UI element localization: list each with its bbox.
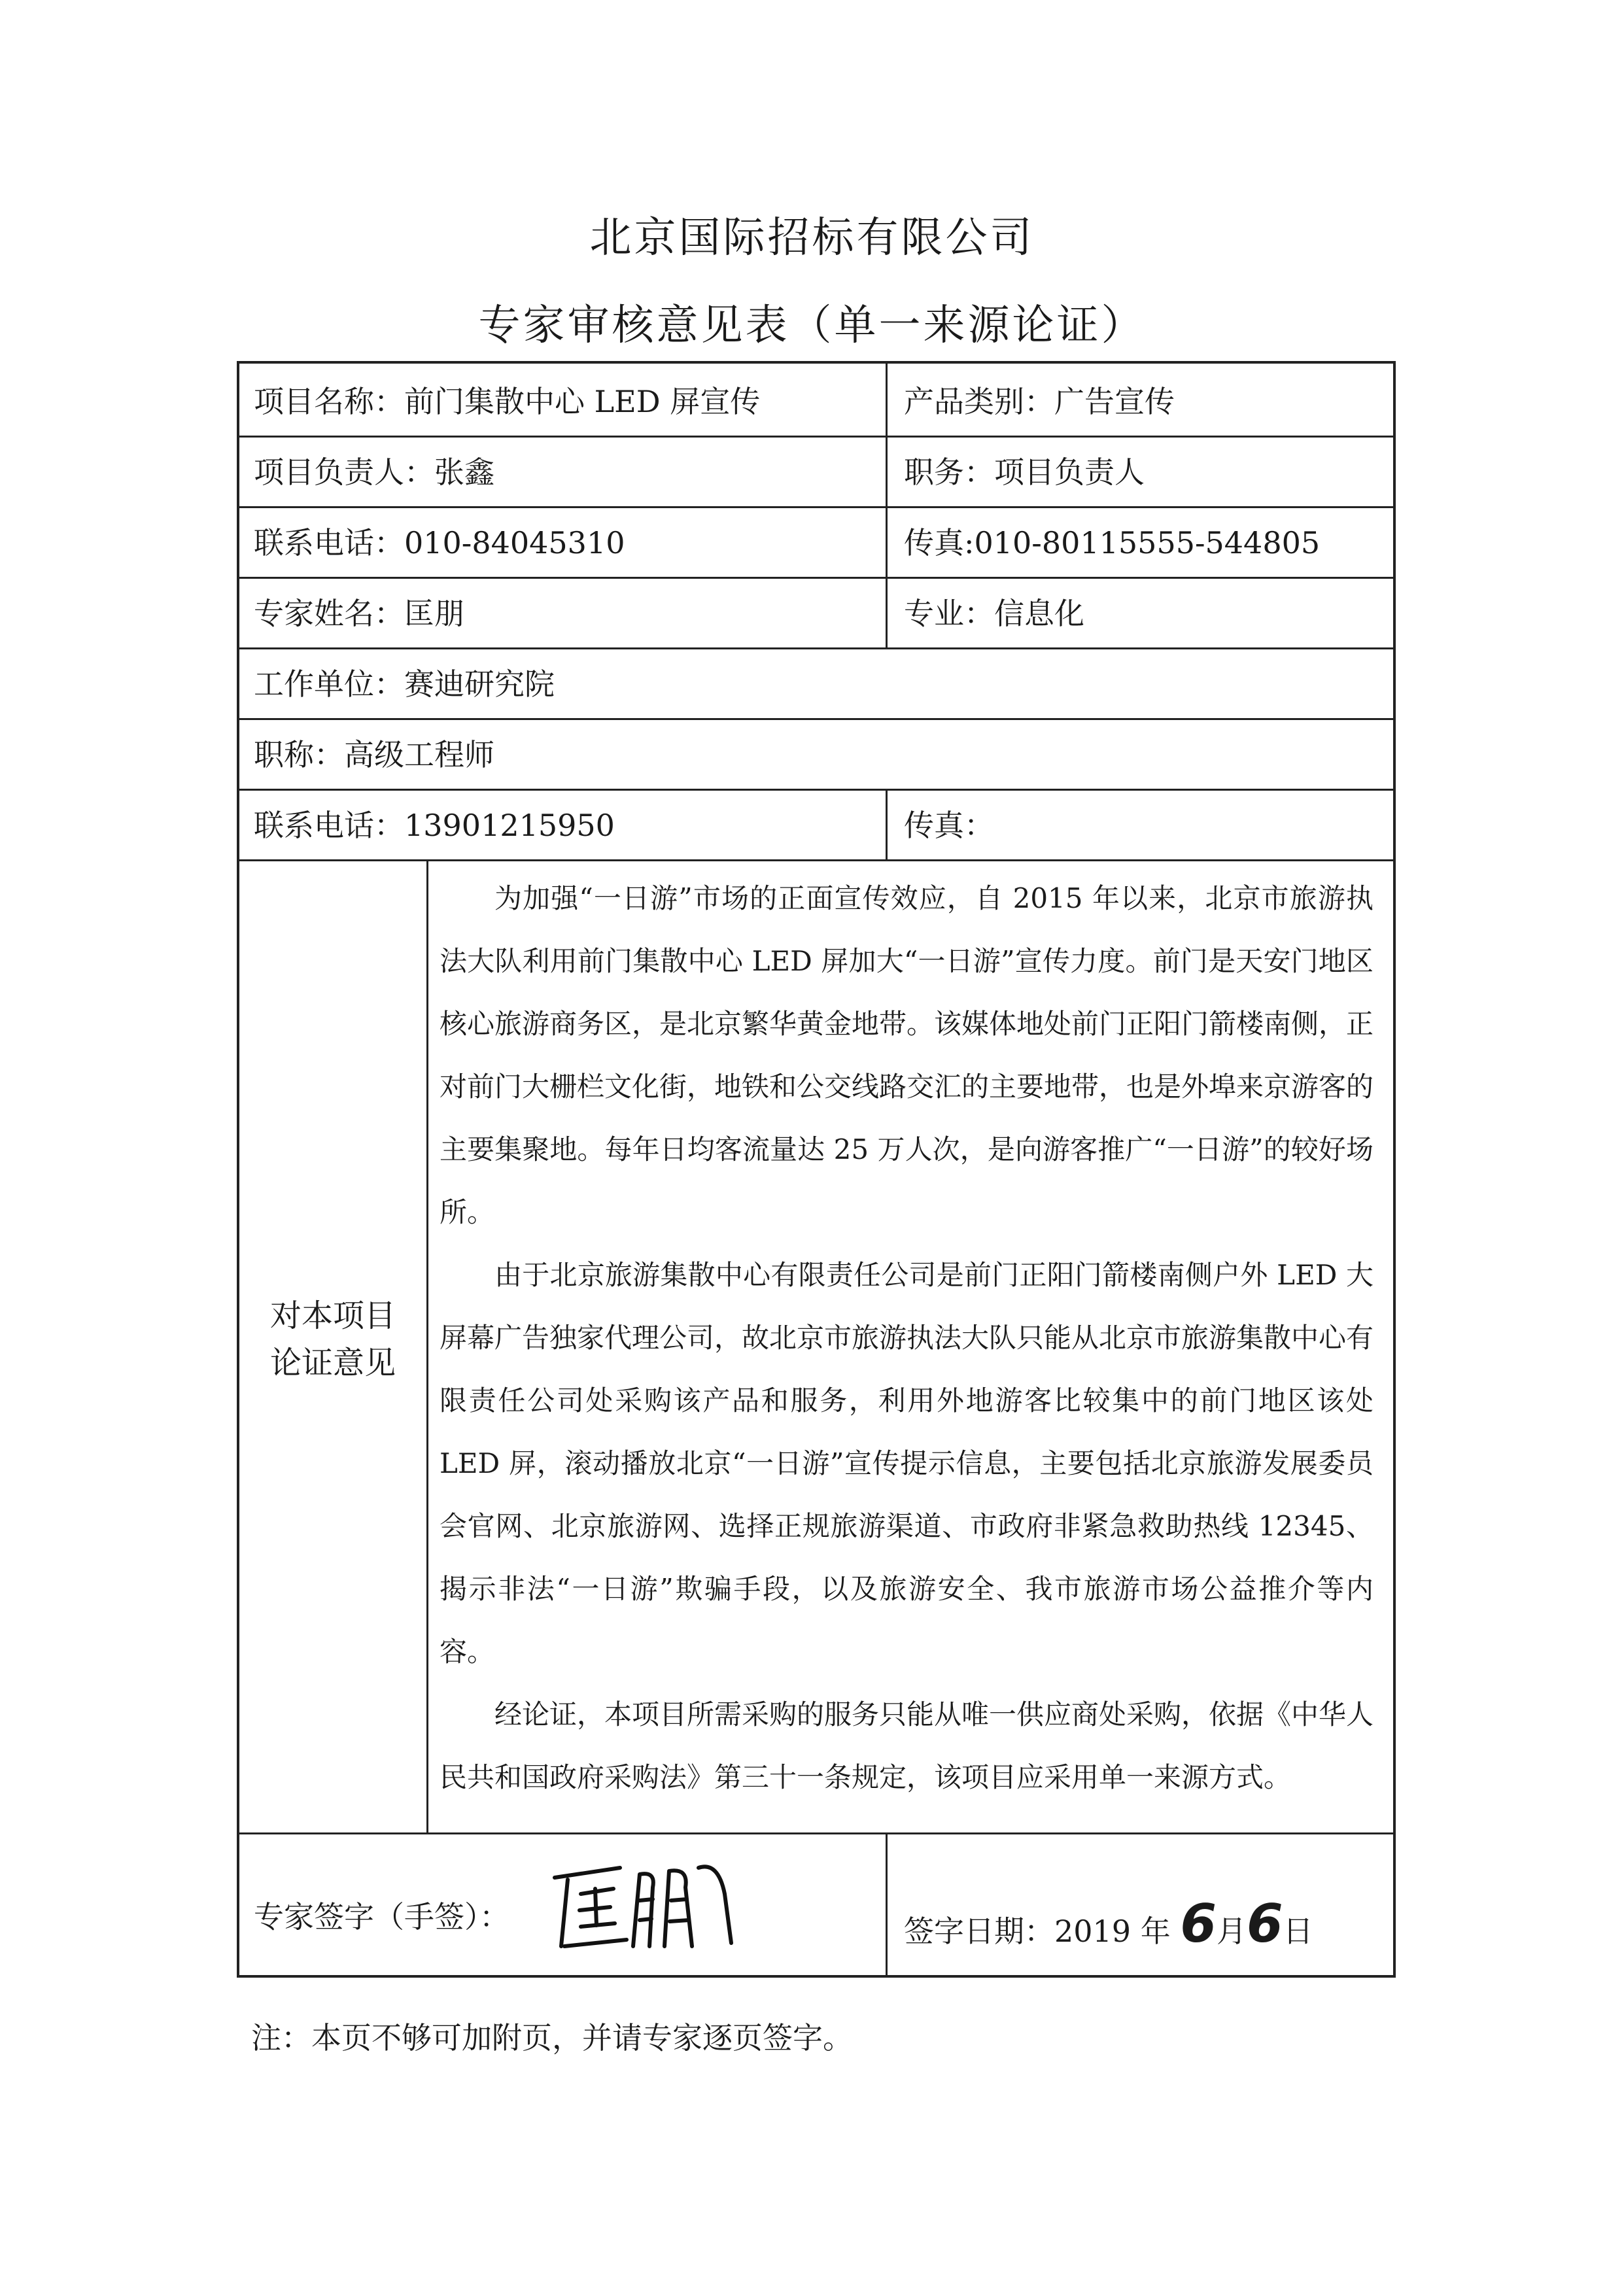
opinion-paragraph: 为加强“一日游”市场的正面宣传效应，自 2015 年以来，北京市旅游执法大队利用前门集散中心 LED 屏加大“一日游”宣传力度。前门是天安门地区核心旅游商务区，是北京繁华黄金地带。该媒体地处前门正阳门箭楼南侧，正对前门大栅栏文化街，地铁和公交线路交汇的主要地带，也是外埠来京游客的主要集聚地。每年日均客流量达 25 万人次，是向游客推广“一日游”的较好场所。 xyxy=(440,882,1374,1228)
expert-fax-field: 传真： xyxy=(904,808,994,843)
sign-date-month: 6 xyxy=(1180,1893,1217,1954)
project-phone-field: 联系电话：010-84045310 xyxy=(254,525,625,560)
position-field: 职务：项目负责人 xyxy=(904,455,1145,490)
opinion-paragraph: 由于北京旅游集散中心有限责任公司是前门正阳门箭楼南侧户外 LED 大屏幕广告独家代理公司，故北京市旅游执法大队只能从北京市旅游集散中心有限责任公司处采购该产品和服务，利用外地游客比较集中的前门地区该处 LED 屏，滚动播放北京“一日游”宣传提示信息，主要包括北京旅游发展委员会官网、北京旅游网、选择正规旅游渠道、市政府非紧急救助热线 12345、揭示非法“一日游”欺骗手段，以及旅游安全、我市旅游市场公益推介等内容。 xyxy=(440,1259,1374,1668)
column-divider xyxy=(886,1832,888,1978)
project-fax-field: 传真:010-80115555-544805 xyxy=(904,525,1321,560)
column-divider xyxy=(886,364,888,647)
handwritten-signature xyxy=(542,1848,738,1953)
column-divider xyxy=(886,789,888,859)
column-divider xyxy=(426,859,428,1832)
opinion-label-line: 对本项目 xyxy=(269,1298,396,1334)
sign-date-day: 6 xyxy=(1247,1893,1283,1954)
opinion-label xyxy=(239,1292,426,1386)
row-divider xyxy=(239,506,1393,508)
product-category-field: 产品类别：广告宣传 xyxy=(904,384,1175,419)
row-divider xyxy=(239,577,1393,579)
sign-date xyxy=(904,1893,1313,1954)
sign-date-month-suffix: 月 xyxy=(1217,1914,1247,1949)
row-divider xyxy=(239,647,1393,649)
row-divider xyxy=(239,1832,1393,1834)
row-divider xyxy=(239,859,1393,861)
sign-date-prefix: 签字日期：2019 年 xyxy=(904,1914,1171,1949)
expert-name-field: 专家姓名：匡朋 xyxy=(254,596,464,631)
project-lead-field: 项目负责人：张鑫 xyxy=(254,455,494,490)
expert-review-form xyxy=(237,361,1396,1978)
opinion-paragraph: 经论证，本项目所需采购的服务只能从唯一供应商处采购，依据《中华人民共和国政府采购法》第三十一条规定，该项目应采用单一来源方式。 xyxy=(440,1698,1374,1793)
row-divider xyxy=(239,718,1393,720)
opinion-label-line: 论证意见 xyxy=(269,1345,396,1381)
job-title-field: 职称：高级工程师 xyxy=(254,737,494,772)
expert-phone-field: 联系电话：13901215950 xyxy=(254,808,615,843)
signature-label: 专家签字（手签）： xyxy=(254,1899,510,1934)
company-name: 北京国际招标有限公司 xyxy=(589,214,1035,262)
project-name-field: 项目名称：前门集散中心 LED 屏宣传 xyxy=(254,384,761,419)
footnote: 注：本页不够可加附页，并请专家逐页签字。 xyxy=(251,2020,853,2055)
specialty-field: 专业：信息化 xyxy=(904,596,1084,631)
row-divider xyxy=(239,789,1393,791)
opinion-text xyxy=(440,867,1373,1809)
form-title: 专家审核意见表（单一来源论证） xyxy=(478,301,1146,350)
sign-date-day-suffix: 日 xyxy=(1283,1914,1313,1949)
workplace-field: 工作单位：赛迪研究院 xyxy=(254,666,555,702)
row-divider xyxy=(239,436,1393,438)
